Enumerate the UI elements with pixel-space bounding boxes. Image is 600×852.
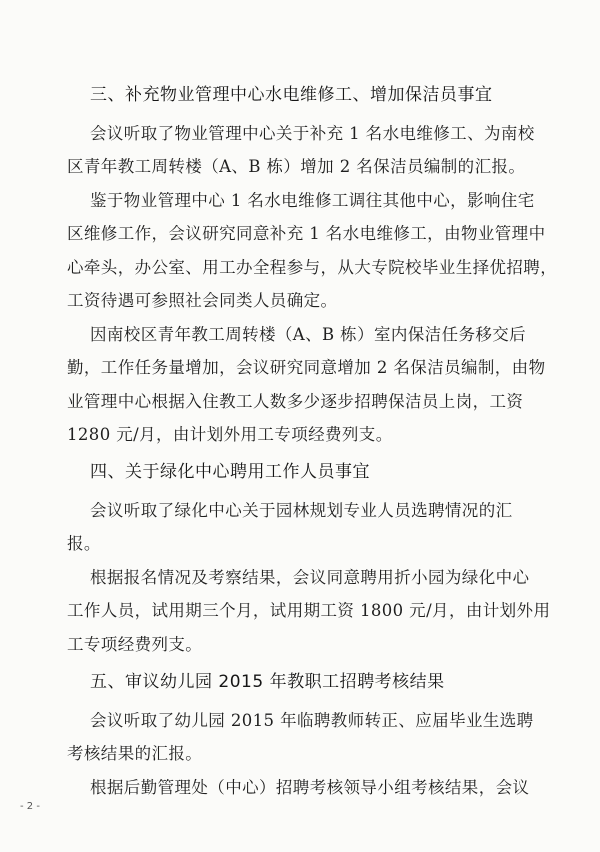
section-3-paragraph-2-line-1: 鉴于物业管理中心 1 名水电维修工调往其他中心，影响住宅 — [90, 191, 535, 210]
section-3-paragraph-1-line-2: 区青年教工周转楼（A、B 栋）增加 2 名保洁员编制的汇报。 — [67, 157, 526, 176]
section-3-paragraph-3-line-3: 业管理中心根据入住教工人数多少逐步招聘保洁员上岗，工资 — [67, 392, 524, 411]
section-4-paragraph-2-line-2: 工作人员，试用期三个月，试用期工资 1800 元/月，由计划外用 — [67, 601, 551, 620]
section-3-paragraph-2-line-4: 工资待遇可参照社会同类人员确定。 — [67, 291, 338, 310]
section-3-paragraph-1-line-1: 会议听取了物业管理中心关于补充 1 名水电维修工、为南校 — [90, 124, 535, 143]
section-4-paragraph-1-line-1: 会议听取了绿化中心关于园林规划专业人员选聘情况的汇 — [90, 501, 513, 520]
page-number: - 2 - — [20, 801, 40, 812]
section-3-paragraph-2-line-3: 心牵头，办公室、用工办全程参与，从大专院校毕业生择优招聘， — [67, 258, 558, 277]
section-3-paragraph-3-line-1: 因南校区青年教工周转楼（A、B 栋）室内保洁任务移交后 — [90, 325, 527, 344]
section-3-paragraph-2-line-2: 区维修工作，会议研究同意补充 1 名水电维修工，由物业管理中 — [67, 224, 546, 243]
section-5-heading: 五、审议幼儿园 2015 年教职工招聘考核结果 — [90, 672, 445, 692]
section-4-paragraph-2-line-3: 工专项经费列支。 — [67, 635, 203, 654]
section-5-paragraph-2-line-1: 根据后勤管理处（中心）招聘考核领导小组考核结果，会议 — [90, 778, 530, 797]
section-4-paragraph-2-line-1: 根据报名情况及考察结果，会议同意聘用折小园为绿化中心 — [90, 568, 530, 587]
section-5-paragraph-1-line-2: 考核结果的汇报。 — [67, 744, 203, 763]
section-5-paragraph-1-line-1: 会议听取了幼儿园 2015 年临聘教师转正、应届毕业生选聘 — [90, 711, 534, 730]
section-4-heading: 四、关于绿化中心聘用工作人员事宜 — [90, 462, 370, 482]
section-3-paragraph-3-line-4: 1280 元/月，由计划外用工专项经费列支。 — [67, 425, 393, 444]
section-3-heading: 三、补充物业管理中心水电维修工、增加保洁员事宜 — [90, 85, 493, 105]
section-4-paragraph-1-line-2: 报。 — [67, 534, 101, 553]
section-3-paragraph-3-line-2: 勤，工作任务量增加，会议研究同意增加 2 名保洁员编制，由物 — [67, 358, 546, 377]
